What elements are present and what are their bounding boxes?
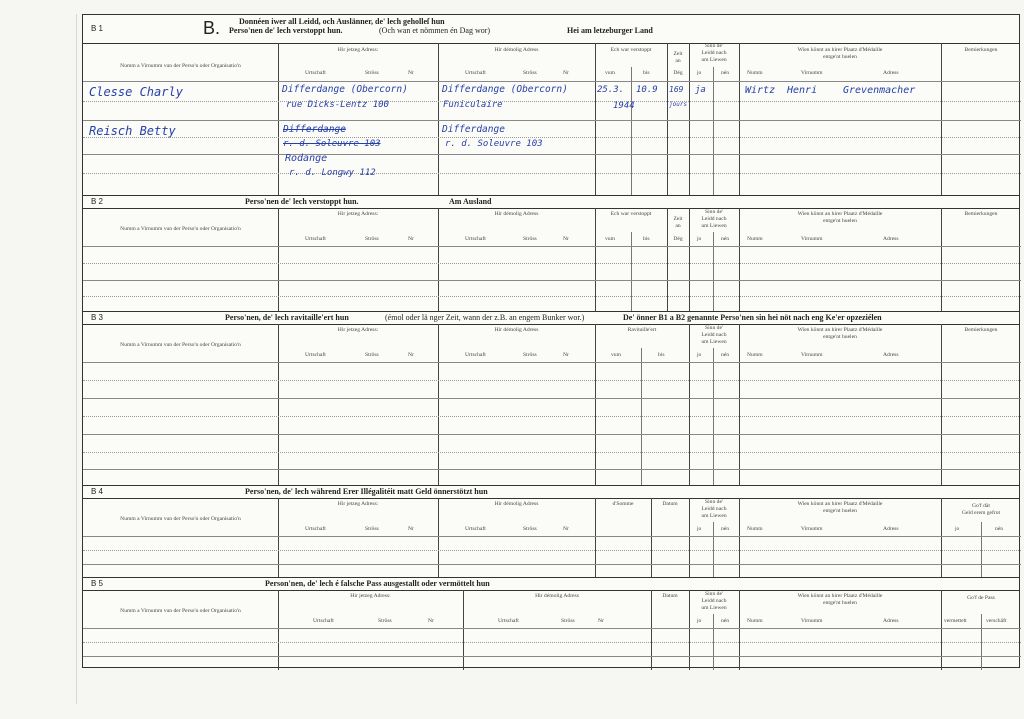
entry-person-name: Reisch Betty <box>89 124 176 138</box>
col-medal: Wien könnt an hirer Plaatz d'Médaille <box>797 47 883 53</box>
col-town: Urtschaft <box>305 236 326 242</box>
col-gave-money: Geld erem gefrot <box>961 510 1001 516</box>
entry-alive-yes: ja <box>695 85 706 95</box>
col-alive: um Liewen <box>701 513 727 519</box>
col-town: Urtschaft <box>305 70 326 76</box>
col-nr: Nr <box>563 352 569 358</box>
col-supplied: Ravitaille'ert <box>627 327 657 333</box>
section-b4 <box>83 485 1019 577</box>
section-letter: B. <box>203 18 221 38</box>
col-street: Ströss <box>365 236 379 242</box>
col-town: Urtschaft <box>465 70 486 76</box>
col-aw-first: Virnumm <box>801 526 823 532</box>
col-person: Numm a Virnumm vun der Perso'n oder Organisatio'n <box>120 226 241 232</box>
col-sold: verschâft <box>986 618 1007 624</box>
entry-hidden-to: 10.9 <box>636 85 658 95</box>
col-nr: Nr <box>598 618 604 624</box>
section-subtitle: (Och wan et nömmen én Dag wor) <box>379 26 491 35</box>
col-alive: Leidd nach <box>701 598 727 604</box>
col-time: Zeit <box>673 51 683 57</box>
section-title: Donnéen iwer all Leidd, och Auslänner, de' lech geholleſ hun <box>239 17 445 26</box>
col-yes: jo <box>697 352 702 358</box>
col-gave-money: Go'f dät <box>972 503 990 509</box>
col-nr: Nr <box>563 70 569 76</box>
col-aw-name: Numm <box>747 352 763 358</box>
entry-days-unit: jours <box>669 101 688 108</box>
col-alive: Sinn de' <box>705 591 723 597</box>
col-no: nén <box>721 70 730 76</box>
col-nr: Nr <box>563 236 569 242</box>
col-aw-first: Virnumm <box>801 236 823 242</box>
entry-current-town-struck: Differdange <box>283 124 346 135</box>
col-days: Dég <box>673 236 683 242</box>
col-time: an <box>675 58 681 64</box>
entry-awardee-first: Henri <box>787 85 818 96</box>
col-yes: jo <box>697 70 702 76</box>
col-person: Numm a Virnumm vun der Perso'n oder Organisatio'n <box>120 608 241 614</box>
col-alive: Leidd nach <box>701 506 727 512</box>
entry-hidden-from: 25.3. <box>597 85 625 95</box>
col-former-address: Hir démolig Adress <box>494 47 539 53</box>
col-aw-addr: Adress <box>883 236 899 242</box>
section-subtitle: (émol oder lä nger Zeit, wann der z.B. an engem Bunker wor.) <box>385 313 585 322</box>
entry-former-town: Differdange (Obercorn) <box>442 84 568 95</box>
col-alive: Sinn de' <box>705 209 723 215</box>
form-sheet <box>82 14 1020 668</box>
col-former-address: Hir démolig Adress <box>535 593 579 599</box>
section-title: Perso'nen de' lech verstoppt hun. <box>245 197 359 206</box>
col-from: vum <box>605 70 615 76</box>
section-note: De' önner B1 a B2 genannte Perso'nen sin hei nöt nach eng Ke'er opzeziélen <box>623 313 882 322</box>
col-aw-name: Numm <box>747 70 763 76</box>
col-nr: Nr <box>408 526 414 532</box>
section-b1 <box>83 15 1019 195</box>
col-date: Datum <box>662 593 678 599</box>
col-street: Ströss <box>523 526 537 532</box>
col-aw-addr: Adress <box>883 70 899 76</box>
col-alive: Leidd nach <box>701 50 727 56</box>
section-b2 <box>83 195 1019 311</box>
col-town: Urtschaft <box>305 352 326 358</box>
col-alive: um Liewen <box>701 339 727 345</box>
col-medal: Wien könnt an hirer Plaatz d'Médaille <box>797 593 883 599</box>
col-aw-addr: Adress <box>883 618 899 624</box>
entry-current-street-struck: r. d. Soleuvre 103 <box>283 139 381 149</box>
col-medal: Wien könnt an hirer Plaatz d'Médaille <box>797 211 883 217</box>
entry-former-street: Funiculaire <box>443 100 503 110</box>
col-aw-first: Virnumm <box>801 352 823 358</box>
col-town: Urtschaft <box>465 526 486 532</box>
section-code: B 4 <box>91 487 104 496</box>
col-aw-addr: Adress <box>883 352 899 358</box>
section-title: Person'nen, de' lech é falsche Pass ausgestallt oder vermöttelt hun <box>265 579 490 588</box>
entry-current-street: r. d. Longwy 112 <box>289 168 376 178</box>
section-b5 <box>83 577 1019 669</box>
col-alive: Sinn de' <box>705 499 723 505</box>
col-pass: Go'f de Pass <box>967 595 995 601</box>
col-remarks: Bemierkungen <box>964 47 998 53</box>
col-nr: Nr <box>408 352 414 358</box>
col-current-address: Hir jetzeg Adress: <box>337 211 379 217</box>
section-code: B 5 <box>91 579 104 588</box>
col-from: vum <box>605 236 615 242</box>
col-to: bis <box>643 236 650 242</box>
section-code: B 1 <box>91 24 104 33</box>
col-remarks: Bemierkungen <box>964 211 998 217</box>
col-no: nén <box>721 526 730 532</box>
col-person: Numm a Virnumm vun der Perso'n oder Organisatio'n <box>120 342 241 348</box>
col-hidden: Ech war verstoppt <box>610 47 652 53</box>
section-title: Hei am letzeburger Land <box>567 26 653 35</box>
col-street: Ströss <box>378 618 392 624</box>
col-alive: Sinn de' <box>705 43 723 49</box>
col-no: nén <box>721 352 730 358</box>
col-days: Dég <box>673 70 683 76</box>
entry-current-town: Rodange <box>285 153 328 164</box>
col-alive: Sinn de' <box>705 325 723 331</box>
col-yes: jo <box>697 618 702 624</box>
col-street: Ströss <box>365 526 379 532</box>
col-town: Urtschaft <box>498 618 519 624</box>
col-nr: Nr <box>408 70 414 76</box>
col-medal: Wien könnt an hirer Plaatz d'Médaille <box>797 501 883 507</box>
col-current-address: Hir jetzeg Adress: <box>337 501 379 507</box>
col-aw-first: Virnumm <box>801 70 823 76</box>
col-date: Datum <box>662 501 678 507</box>
section-title: Perso'nen de' lech verstoppt hun. <box>229 26 343 35</box>
col-time: Zeit <box>673 216 683 222</box>
entry-former-street: r. d. Soleuvre 103 <box>445 139 543 149</box>
col-nr: Nr <box>563 526 569 532</box>
col-person: Numm a Virnumm vun der Perso'n oder Organisatio'n <box>120 63 241 69</box>
col-from: vum <box>611 352 621 358</box>
col-no: nén <box>995 526 1004 532</box>
col-current-address: Hir jetzeg Adress: <box>337 327 379 333</box>
col-medal: entge'nt huelen <box>823 600 857 606</box>
col-town: Urtschaft <box>465 352 486 358</box>
section-b4-header <box>83 486 1019 499</box>
col-no: nén <box>721 236 730 242</box>
col-former-address: Hir démolig Adress <box>494 211 539 217</box>
col-alive: um Liewen <box>701 57 727 63</box>
col-medal: entge'nt huelen <box>823 508 857 514</box>
col-medal: entge'nt huelen <box>823 54 857 60</box>
col-town: Urtschaft <box>465 236 486 242</box>
col-aw-first: Virnumm <box>801 618 823 624</box>
col-to: bis <box>643 70 650 76</box>
section-b3 <box>83 311 1019 485</box>
col-aw-addr: Adress <box>883 526 899 532</box>
col-alive: um Liewen <box>701 605 727 611</box>
entry-former-town: Differdange <box>442 124 505 135</box>
entry-person-name: Clesse Charly <box>89 85 183 99</box>
col-medal: Wien könnt an hirer Plaatz d'Médaille <box>797 327 883 333</box>
col-town: Urtschaft <box>305 526 326 532</box>
col-street: Ströss <box>523 70 537 76</box>
col-yes: jo <box>697 526 702 532</box>
entry-current-street: rue Dicks-Lentz 100 <box>286 100 389 110</box>
entry-hidden-year: 1944 <box>613 101 635 111</box>
col-to: bis <box>658 352 665 358</box>
col-no: nén <box>721 618 730 624</box>
col-time: an <box>675 223 681 229</box>
col-yes: jo <box>955 526 960 532</box>
section-title: Perso'nen, de' lech ravitaille'ert hun <box>225 313 349 322</box>
col-street: Ströss <box>523 236 537 242</box>
col-hidden: Ech war verstoppt <box>610 211 652 217</box>
section-b1-header <box>83 15 1019 44</box>
section-b5-header <box>83 578 1019 591</box>
col-alive: Leidd nach <box>701 216 727 222</box>
col-current-address: Hir jetzeg Adress: <box>350 593 391 599</box>
col-former-address: Hir démolig Adress <box>494 327 539 333</box>
entry-current-town: Differdange (Obercorn) <box>282 84 408 95</box>
col-street: Ströss <box>561 618 575 624</box>
col-remarks: Bemierkungen <box>964 327 998 333</box>
col-aw-name: Numm <box>747 618 763 624</box>
section-title: Am Ausland <box>449 197 492 206</box>
section-title: Perso'nen, de' lech während Erer Illégalitéit matt Geld önnerstötzt hun <box>245 487 488 496</box>
section-b2-header <box>83 196 1019 209</box>
col-aw-name: Numm <box>747 236 763 242</box>
section-b3-header <box>83 312 1019 325</box>
col-medal: entge'nt huelen <box>823 334 857 340</box>
col-alive: Leidd nach <box>701 332 727 338</box>
col-street: Ströss <box>365 352 379 358</box>
col-yes: jo <box>697 236 702 242</box>
section-code: B 3 <box>91 313 104 322</box>
col-nr: Nr <box>428 618 434 624</box>
col-issued: vermettelt <box>944 618 967 624</box>
col-nr: Nr <box>408 236 414 242</box>
entry-days: 169 <box>669 85 684 94</box>
col-current-address: Hir jetzeg Adress: <box>337 47 379 53</box>
col-former-address: Hir démolig Adress <box>494 501 539 507</box>
page-fold-line <box>76 14 77 704</box>
col-aw-name: Numm <box>747 526 763 532</box>
col-town: Urtschaft <box>313 618 334 624</box>
col-medal: entge'nt huelen <box>823 218 857 224</box>
col-street: Ströss <box>523 352 537 358</box>
entry-awardee-address: Grevenmacher <box>843 85 916 96</box>
col-person: Numm a Virnumm vun der Perso'n oder Organisatio'n <box>120 516 241 522</box>
col-street: Ströss <box>365 70 379 76</box>
entry-awardee-name: Wirtz <box>745 85 776 96</box>
col-sum: d'Somme <box>612 501 634 507</box>
section-code: B 2 <box>91 197 104 206</box>
col-alive: um Liewen <box>701 223 727 229</box>
